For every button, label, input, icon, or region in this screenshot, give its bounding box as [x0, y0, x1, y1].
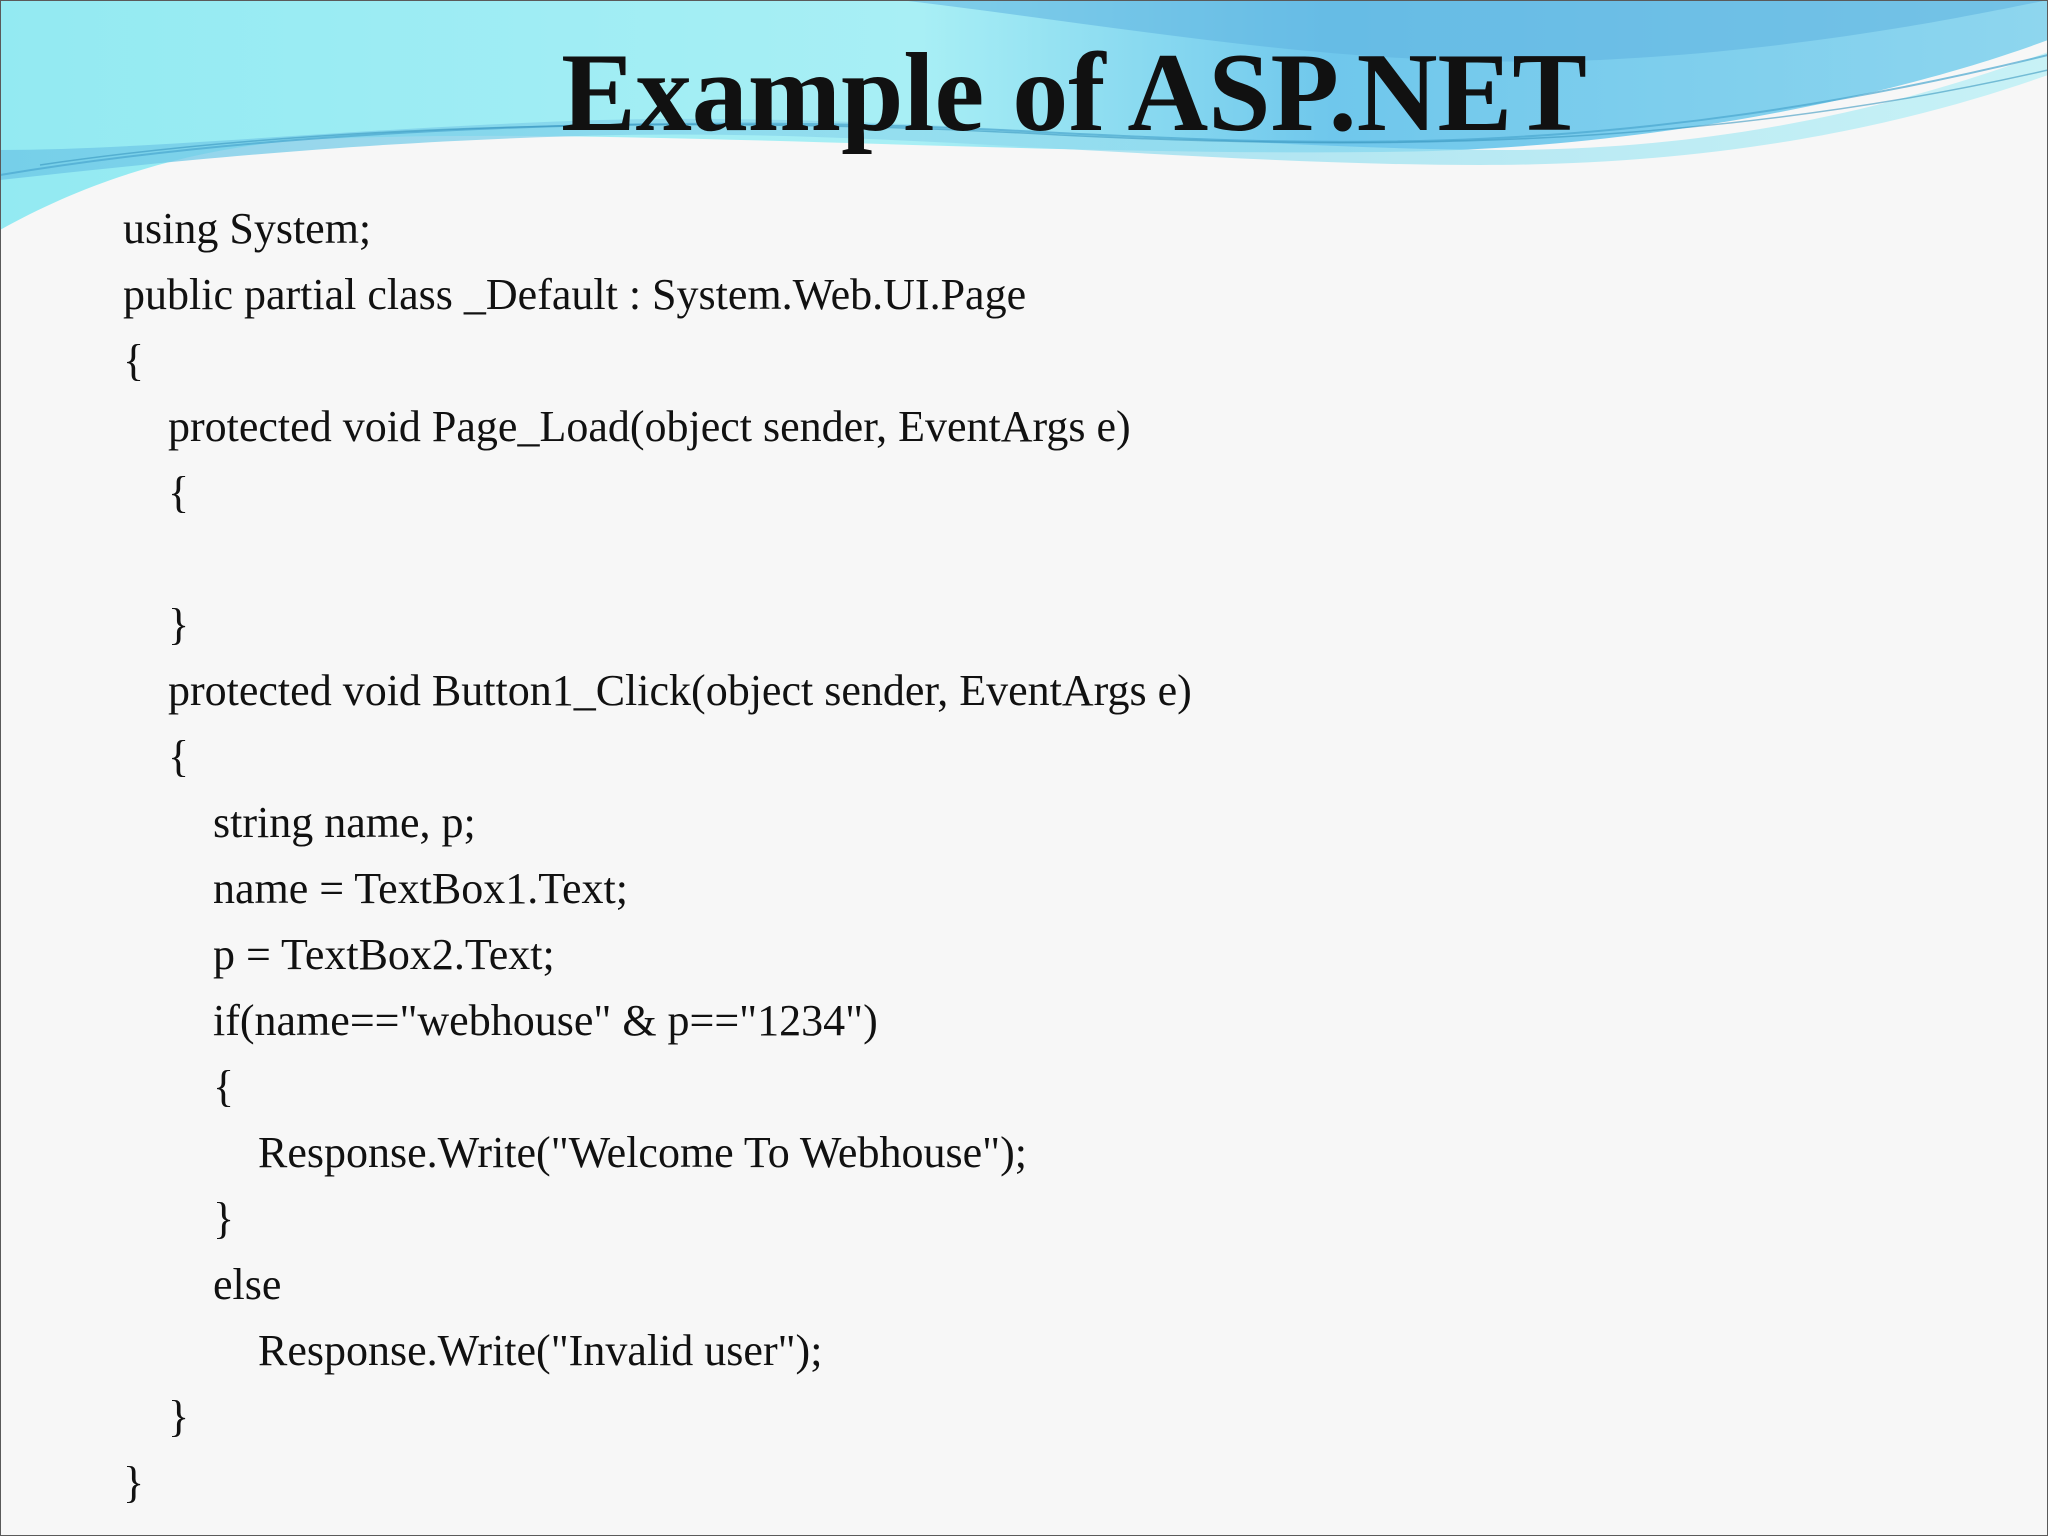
code-line: } — [213, 1194, 235, 1243]
code-line: public partial class _Default : System.Web.UI.Page — [123, 270, 1027, 319]
code-line: } — [168, 1392, 190, 1441]
code-block — [123, 196, 1973, 1516]
code-line: { — [168, 468, 190, 517]
code-line: protected void Button1_Click(object sender, EventArgs e) — [168, 666, 1192, 715]
code-line: string name, p; — [213, 798, 476, 847]
code-line: if(name=="webhouse" & p=="1234") — [213, 996, 878, 1045]
code-line: { — [168, 732, 190, 781]
code-line: p = TextBox2.Text; — [213, 930, 555, 979]
code-line: using System; — [123, 204, 372, 253]
code-line — [123, 526, 1973, 592]
code-line: { — [123, 336, 145, 385]
code-line: { — [213, 1062, 235, 1111]
code-line: protected void Page_Load(object sender, EventArgs e) — [168, 402, 1131, 451]
code-line: } — [123, 1458, 145, 1507]
slide-title: Example of ASP.NET — [561, 31, 1587, 155]
code-line: Response.Write("Invalid user"); — [258, 1326, 823, 1375]
code-line: Response.Write("Welcome To Webhouse"); — [258, 1128, 1027, 1177]
code-line: name = TextBox1.Text; — [213, 864, 628, 913]
code-line: else — [213, 1260, 282, 1309]
code-line: } — [168, 600, 190, 649]
